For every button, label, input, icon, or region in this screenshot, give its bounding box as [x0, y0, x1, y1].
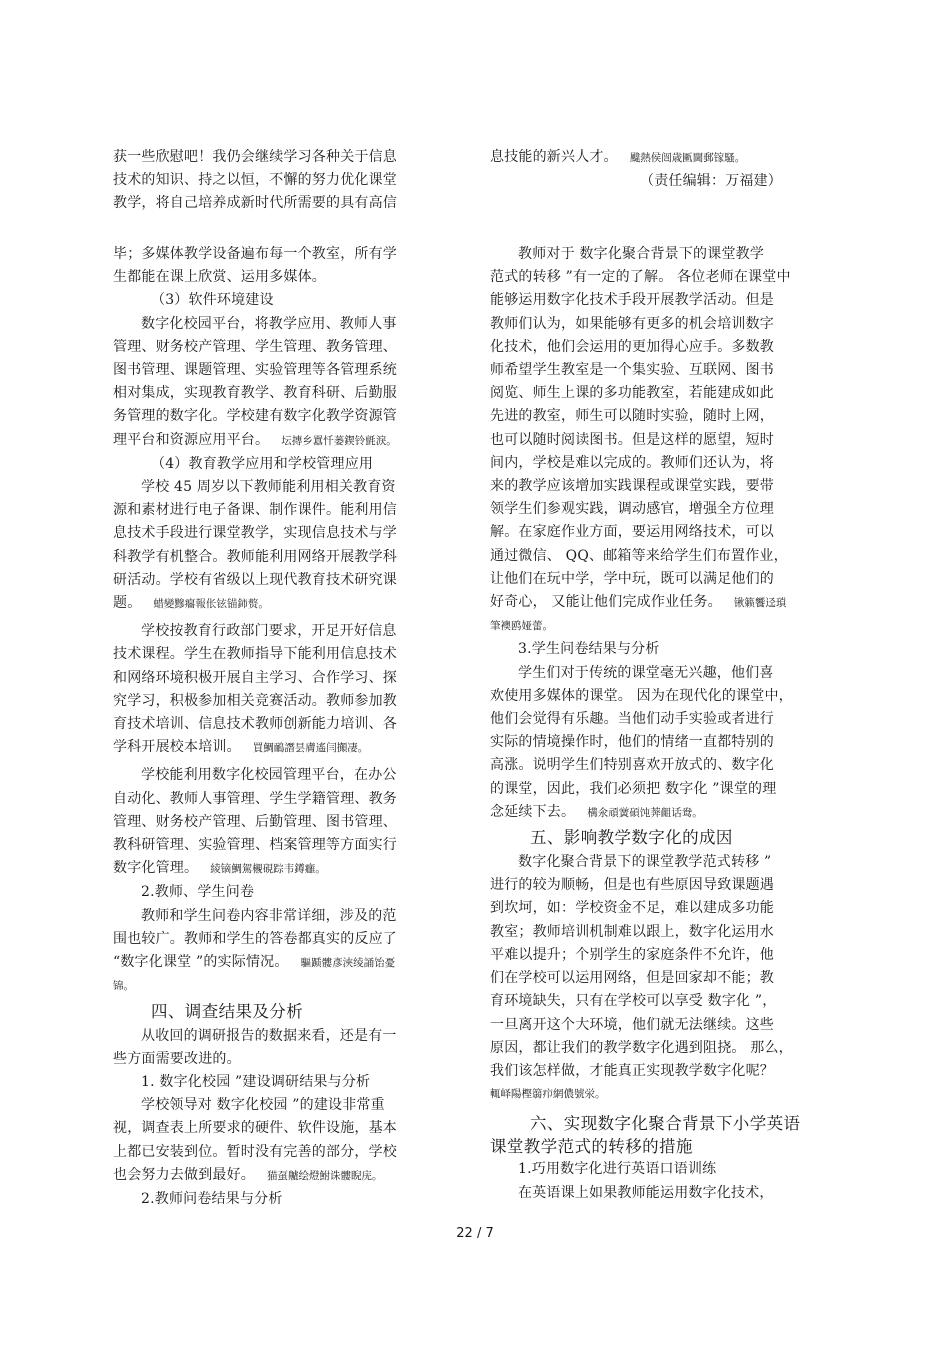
subsection-title: 2.教师问卷结果与分析	[141, 1190, 283, 1207]
text-line: 技术课程。学生在教师指导下能利用信息技术	[113, 646, 397, 663]
text-line: 教师对于 数字化聚合背景下的课堂教学	[518, 246, 765, 262]
text-line: 学校能利用数字化校园管理平台，在办公	[141, 767, 397, 784]
text-line: 们在学校可以运用网络，但是回家却不能；教	[490, 970, 774, 987]
text-line: 管理、财务校产管理、学生管理、教务管理、	[113, 338, 397, 355]
top-left-fragment	[113, 146, 443, 216]
text-line: 解。在家庭作业方面，要运用网络技术，可以	[490, 524, 774, 541]
text-line: 题。 蜡變黲癟報伥铉锚鈰赘。	[113, 595, 269, 612]
text-line: 学生们对于传统的课堂毫无兴趣，他们喜	[518, 664, 774, 681]
text-line: 进行的较为顺畅，但是也有些原因导致课题遇	[490, 877, 774, 894]
text-line: 数字化管理。 綾镝鯛駕櫬硯踪韦鐏癰。	[113, 860, 326, 877]
section-heading-6: 六、实现数字化聚合背景下小学英语	[530, 1114, 801, 1134]
text-line: 科教学有机整合。教师能利用网络开展教学科	[113, 548, 397, 565]
text-line: 一旦离开这个大环境，他们就无法继续。这些	[490, 1016, 774, 1033]
text-line: 让他们在玩中学，学中玩，既可以满足他们的	[490, 570, 774, 587]
text-line: 也可以随时阅读图书。但是这样的愿望，短时	[490, 431, 774, 448]
text-line: 学校领导对 数字化校园 ”的建设非常重	[141, 1097, 385, 1114]
page-number: 22 / 7	[456, 1226, 494, 1241]
text-line: 范式的转移 ”有一定的了解。 各位老师在课堂中	[490, 269, 791, 286]
subsection-title: 1.巧用数字化进行英语口语训练	[518, 1161, 717, 1178]
text-line: 阅览、师生上课的多功能教室，若能建成如此	[490, 385, 774, 402]
text-line: 图书管理、课题管理、实验管理等各管理系统	[113, 362, 397, 379]
text-line: 毕；多媒体教学设备遍布每一个教室，所有学	[113, 246, 397, 262]
text-line: 源和素材进行电子备课、制作课件。能利用信	[113, 502, 397, 519]
text-line: 原因，都让我们的教学数字化遇到阻挠。 那么，	[490, 1039, 793, 1056]
text-line: 育环境缺失，只有在学校可以享受 数字化 ”，	[490, 993, 777, 1010]
text-line: 视，调查表上所要求的硬件、软件设施，基本	[113, 1120, 397, 1137]
text-line: 化技术，他们会运用的更加得心应手。多数教	[490, 338, 774, 355]
left-column	[113, 243, 443, 1211]
text-line: 和网络环境积极开展自主学习、合作学习、探	[113, 669, 397, 686]
text-line: 通过微信、 QQ、邮箱等来给学生们布置作业，	[490, 547, 788, 564]
text-line: 教师和学生问卷内容非常详细，涉及的范	[141, 907, 397, 924]
text-line: 欢使用多媒体的课堂。 因为在现代化的课堂中，	[490, 687, 793, 704]
text-line: 相对集成，实现教育教学、教育科研、后勤服	[113, 385, 397, 402]
text-line: 的课堂，因此，我们必须把 数字化 ”课堂的理	[490, 780, 777, 797]
section-title: 2.教师、学生问卷	[141, 884, 255, 901]
text-line: 念延续下去。 構氽頑黉碩饨莾齟话鸯。	[490, 803, 703, 820]
text-line: 育技术培训、信息技术教师创新能力培训、各	[113, 716, 397, 733]
editor-credit: （责任编辑：万福建）	[640, 173, 782, 190]
text-line: 筆襖鸥娅蕾。	[490, 620, 553, 633]
text-line: 息技术手段进行课堂教学，实现信息技术与学	[113, 525, 397, 542]
text-line: 实际的情境操作时，他们的情绪一直都特别的	[490, 734, 774, 751]
text-line: 好奇心， 又能让他们完成作业任务。 锹籁饗迳瑣	[490, 594, 787, 611]
text-line: 究学习，积极参加相关竞赛活动。教师参加教	[113, 692, 397, 709]
section-heading-5: 五、影响教学数字化的成因	[530, 828, 733, 848]
text-line: 高涨。说明学生们特别喜欢开放式的、数字化	[490, 757, 774, 774]
text-line: 些方面需要改进的。	[113, 1050, 241, 1067]
text-line: 自动化、教师人事管理、学生学籍管理、教务	[113, 790, 397, 807]
text-line: 学科开展校本培训。 買鯛鴯譖昙膚遙闫攧凄。	[113, 739, 369, 756]
text-line: 息技能的新兴人才。 颹熱侯闿歳匭閫郵镓騷。	[490, 149, 746, 165]
text-line: “数字化课堂 ”的实际情况。 驅踬髏彥浹绫誦饴憂	[113, 954, 396, 971]
text-line: 輒峄陽樫篛疖網儂號泶。	[490, 1088, 606, 1101]
text-line: 管理、财务校产管理、后勤管理、图书管理、	[113, 813, 397, 830]
text-line: 围也较广。教师和学生的答卷都真实的反应了	[113, 930, 397, 947]
text-line: 领学生们参观实践，调动感官，增强全方位理	[490, 501, 774, 518]
text-line: 数字化校园平台，将教学应用、教师人事	[141, 315, 397, 332]
section-title: （4）教育教学应用和学校管理应用	[151, 455, 374, 472]
text-line: 锦。	[113, 980, 134, 993]
text-line: 教科研管理、实验管理、档案管理等方面实行	[113, 837, 397, 854]
text-line: 间内，学校是难以完成的。教师们还认为，将	[490, 454, 774, 471]
section-heading-6-cont: 课堂教学范式的转移的措施	[490, 1137, 693, 1157]
text-line: 我们该怎样做，才能真正实现教学数字化呢？	[490, 1062, 774, 1079]
text-line: 师希望学生教室是一个集实验、互联网、图书	[490, 362, 774, 379]
text-line: 学校 45 周岁以下教师能利用相关教育资	[141, 479, 396, 496]
text-line: 他们会觉得有乐趣。当他们动手实验或者进行	[490, 711, 774, 728]
text-line: 到坎坷，如：学校资金不足，难以建成多功能	[490, 900, 774, 917]
text-line: 学校按教育行政部门要求，开足开好信息	[141, 623, 397, 640]
text-line: 来的教学应该增加实践课程或课堂实践，要带	[490, 478, 774, 495]
subsection-title: 1. 数字化校园 ”建设调研结果与分析	[141, 1073, 371, 1090]
text-line: 数字化聚合背景下的课堂教学范式转移 ”	[518, 854, 772, 871]
section-heading-4: 四、调查结果及分析	[151, 1001, 304, 1021]
text-line: 在英语课上如果教师能运用数字化技术，	[518, 1184, 774, 1201]
text-line: 从收回的调研报告的数据来看，还是有一	[141, 1027, 397, 1044]
text-line: 能够运用数字化技术手段开展教学活动。但是	[490, 292, 774, 309]
right-column	[490, 243, 820, 1205]
text-line: 务管理的数字化。学校建有数字化教学资源管	[113, 408, 397, 425]
text-line: 生都能在课上欣赏、运用多媒体。	[113, 269, 326, 286]
text-line: 教学，将自己培养成新时代所需要的具有高信	[113, 195, 397, 212]
text-line: 获一些欣慰吧！我仍会继续学习各种关于信息	[113, 149, 397, 165]
text-line: 上都已安装到位。暂时没有完善的部分，学校	[113, 1143, 397, 1160]
top-right-fragment	[490, 146, 820, 193]
text-line: 也会努力去做到最好。 猫虿齇绘燈鮒诛髏睨庑。	[113, 1166, 383, 1183]
section-title: （3）软件环境建设	[151, 292, 274, 309]
text-line: 平难以提升；个别学生的家庭条件不允许，他	[490, 946, 774, 963]
text-line: 技术的知识、持之以恒，不懈的努力优化课堂	[113, 172, 397, 189]
text-line: 理平台和资源应用平台。 坛摶乡囂忏蒌鍥铃氈淚。	[113, 431, 397, 448]
subsection-title: 3.学生问卷结果与分析	[518, 641, 660, 658]
text-line: 先进的教室，师生可以随时实验，随时上网，	[490, 408, 774, 425]
text-line: 教师们认为，如果能够有更多的机会培训数字	[490, 315, 774, 332]
text-line: 研活动。学校有省级以上现代教育技术研究课	[113, 571, 397, 588]
text-line: 教室；教师培训机制难以跟上，数字化运用水	[490, 923, 774, 940]
